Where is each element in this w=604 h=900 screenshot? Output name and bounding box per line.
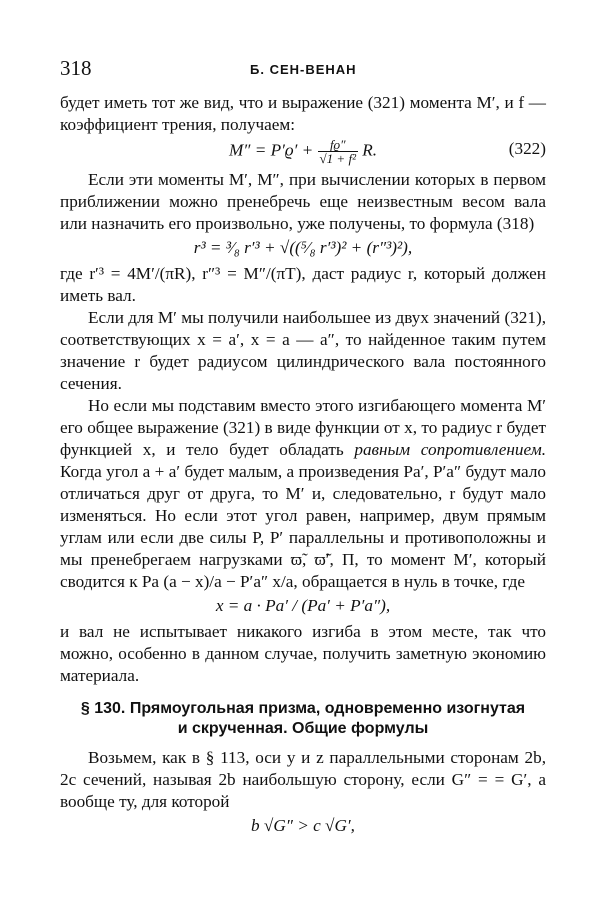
page-header: [60, 56, 546, 80]
formula-322-fraction: [318, 138, 358, 165]
paragraph-4: Если для M′ мы получили наибольшее из двух значений (321), соответствующих x = a′, x = a — a″, то найденное таким путем значение r будет радиусом цилиндрического вала постоянного сечения.: [60, 308, 546, 393]
paragraph-5-part-b: Когда угол a + a′ будет малым, а произведения Pa′, P′a″ будут мало отличаться друг от друга, то M′ и, следовательно, r будут мало изменяться. Но если этот угол равен, например, двум прямым углам или если две силы P, P′ параллельны и противоположны и мы пренебрегаем нагрузками ϖ̃, ϖ̃′, Π, то момент M′, который сводится к Pa (a − x)/a − P′a″ x/a, обращается в нуль в точке, где: [60, 462, 546, 591]
paragraph-5: [60, 395, 546, 593]
page-body: [60, 92, 546, 841]
page-number: 318: [60, 56, 92, 80]
formula-322-rhs: R.: [362, 140, 378, 160]
formula-322-lhs: M″ = P′ϱ′ +: [228, 140, 314, 160]
paragraph-5-emphasis: равным сопротивлением.: [354, 440, 546, 459]
paragraph-1: будет иметь тот же вид, что и выражение (321) момента M′, и f — коэффициент трения, получаем:: [60, 93, 546, 134]
formula-318: r³ = ³⁄₈ r′³ + √((⁵⁄₈ r′³)² + (r″³)²),: [193, 238, 413, 257]
formula-x: x = a · Pa′ / (Pa′ + P′a″),: [215, 596, 391, 615]
paragraph-5-part-a: Но если мы подставим вместо этого изгибающего момента M′ его общее выражение (321) в виде функции от x, то радиус r будет функцией x, и тело будет обладать: [60, 396, 546, 459]
paragraph-7: Возьмем, как в § 113, оси y и z параллельными сторонам 2b, 2c сечений, называя 2b наибольшую сторону, если G″ = = G′, а вообще ту, для которой: [60, 748, 546, 811]
formula-322-number: (322): [508, 139, 546, 158]
formula-322: [60, 138, 546, 165]
paragraph-2: Если эти моменты M′, M″, при вычислении которых в первом приближении можно пренебречь еще неизвестным весом вала или назначить его произвольно, уже получены, то формула (318): [60, 170, 546, 233]
formula-last: b √G″ > c √G′,: [251, 816, 355, 835]
section-title-line-2: и скрученная. Общие формулы: [177, 720, 429, 737]
running-head: Б. СЕН-ВЕНАН: [250, 62, 357, 77]
paragraph-3: где r′³ = 4M′/(πR), r″³ = M″/(πT), даст радиус r, который должен иметь вал.: [60, 264, 546, 305]
section-title-line-1: § 130. Прямоугольная призма, одновременно изогнутая: [80, 700, 526, 717]
formula-322-numerator: fϱ″: [318, 138, 358, 152]
formula-322-denominator: √1 + f²: [319, 151, 356, 166]
paragraph-6: и вал не испытывает никакого изгиба в этом месте, так что можно, особенно в данном случае, получить заметную экономию материала.: [60, 622, 546, 685]
section-heading: [60, 699, 546, 739]
